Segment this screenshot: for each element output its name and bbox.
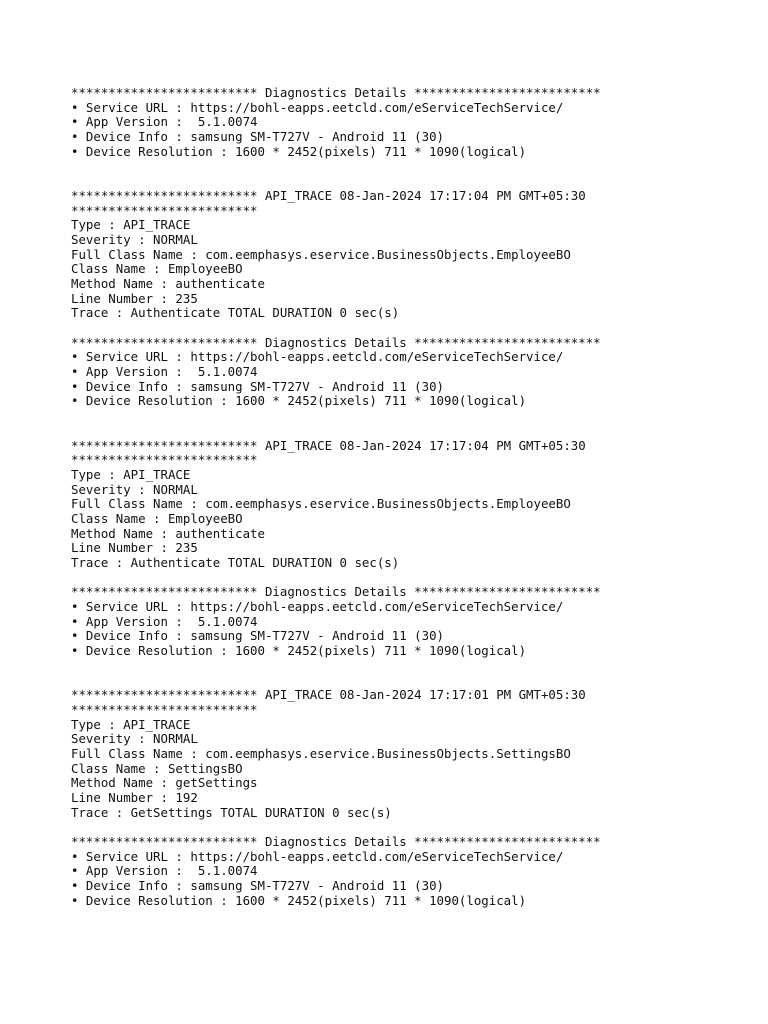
- trace-header: ************************* API_TRACE 08-Jan-2024 17:17:04 PM GMT+05:30: [71, 187, 586, 203]
- service-url-line: • Service URL : https://bohl-eapps.eetcld.com/eServiceTechService/: [71, 349, 564, 365]
- spacer: [71, 659, 751, 688]
- class-name-line: Class Name : SettingsBO: [71, 760, 243, 776]
- spacer: [71, 159, 751, 188]
- line-number-line: Line Number : 235: [71, 290, 198, 306]
- trace-header: ************************* API_TRACE 08-Jan-2024 17:17:04 PM GMT+05:30: [71, 437, 586, 453]
- device-resolution-line: • Device Resolution : 1600 * 2452(pixels) 711 * 1090(logical): [71, 393, 527, 409]
- trace-header: ************************* API_TRACE 08-Jan-2024 17:17:01 PM GMT+05:30: [71, 687, 586, 703]
- full-class-name-line: Full Class Name : com.eemphasys.eservice.BusinessObjects.EmployeeBO: [71, 246, 571, 262]
- trace-line: Trace : Authenticate TOTAL DURATION 0 sec(s): [71, 555, 400, 571]
- class-name-line: Class Name : EmployeeBO: [71, 261, 243, 277]
- diagnostics-block: [71, 585, 751, 658]
- type-line: Type : API_TRACE: [71, 217, 191, 233]
- full-class-name-line: Full Class Name : com.eemphasys.eservice.BusinessObjects.SettingsBO: [71, 745, 571, 761]
- diagnostics-header: ************************* Diagnostics Details *************************: [71, 85, 601, 100]
- severity-line: Severity : NORMAL: [71, 731, 198, 747]
- device-info-line: • Device Info : samsung SM-T727V - Android 11 (30): [71, 378, 444, 394]
- service-url-line: • Service URL : https://bohl-eapps.eetcld.com/eServiceTechService/: [71, 848, 564, 864]
- device-resolution-line: • Device Resolution : 1600 * 2452(pixels) 711 * 1090(logical): [71, 643, 527, 659]
- trace-header-continuation: *************************: [71, 202, 258, 218]
- diagnostics-block: [71, 835, 751, 908]
- class-name-line: Class Name : EmployeeBO: [71, 510, 243, 526]
- line-number-line: Line Number : 192: [71, 790, 198, 806]
- full-class-name-line: Full Class Name : com.eemphasys.eservice.BusinessObjects.EmployeeBO: [71, 496, 571, 512]
- device-info-line: • Device Info : samsung SM-T727V - Android 11 (30): [71, 628, 444, 644]
- type-line: Type : API_TRACE: [71, 716, 191, 732]
- method-name-line: Method Name : authenticate: [71, 525, 265, 541]
- trace-line: Trace : Authenticate TOTAL DURATION 0 sec(s): [71, 305, 400, 321]
- severity-line: Severity : NORMAL: [71, 231, 198, 247]
- line-number-line: Line Number : 235: [71, 540, 198, 556]
- method-name-line: Method Name : getSettings: [71, 775, 258, 791]
- app-version-line: • App Version : 5.1.0074: [71, 114, 258, 130]
- app-version-line: • App Version : 5.1.0074: [71, 364, 258, 380]
- device-resolution-line: • Device Resolution : 1600 * 2452(pixels) 711 * 1090(logical): [71, 143, 527, 159]
- app-version-line: • App Version : 5.1.0074: [71, 613, 258, 629]
- diagnostics-header: ************************* Diagnostics Details *************************: [71, 834, 601, 850]
- spacer: [71, 409, 751, 438]
- diagnostics-header: ************************* Diagnostics Details *************************: [71, 584, 601, 600]
- spacer: [71, 571, 751, 586]
- trace-header-continuation: *************************: [71, 701, 258, 717]
- trace-block: [71, 688, 751, 820]
- trace-header-continuation: *************************: [71, 452, 258, 468]
- diagnostics-block: [71, 86, 751, 159]
- device-info-line: • Device Info : samsung SM-T727V - Android 11 (30): [71, 878, 444, 894]
- method-name-line: Method Name : authenticate: [71, 275, 265, 291]
- log-document: [71, 86, 751, 909]
- diagnostics-block: [71, 336, 751, 409]
- service-url-line: • Service URL : https://bohl-eapps.eetcld.com/eServiceTechService/: [71, 99, 564, 115]
- service-url-line: • Service URL : https://bohl-eapps.eetcld.com/eServiceTechService/: [71, 599, 564, 615]
- spacer: [71, 820, 751, 835]
- app-version-line: • App Version : 5.1.0074: [71, 863, 258, 879]
- device-resolution-line: • Device Resolution : 1600 * 2452(pixels) 711 * 1090(logical): [71, 892, 527, 908]
- device-info-line: • Device Info : samsung SM-T727V - Android 11 (30): [71, 129, 444, 145]
- diagnostics-header: ************************* Diagnostics Details *************************: [71, 334, 601, 350]
- trace-line: Trace : GetSettings TOTAL DURATION 0 sec(s): [71, 804, 392, 820]
- severity-line: Severity : NORMAL: [71, 481, 198, 497]
- trace-block: [71, 439, 751, 571]
- spacer: [71, 321, 751, 336]
- type-line: Type : API_TRACE: [71, 466, 191, 482]
- trace-block: [71, 189, 751, 321]
